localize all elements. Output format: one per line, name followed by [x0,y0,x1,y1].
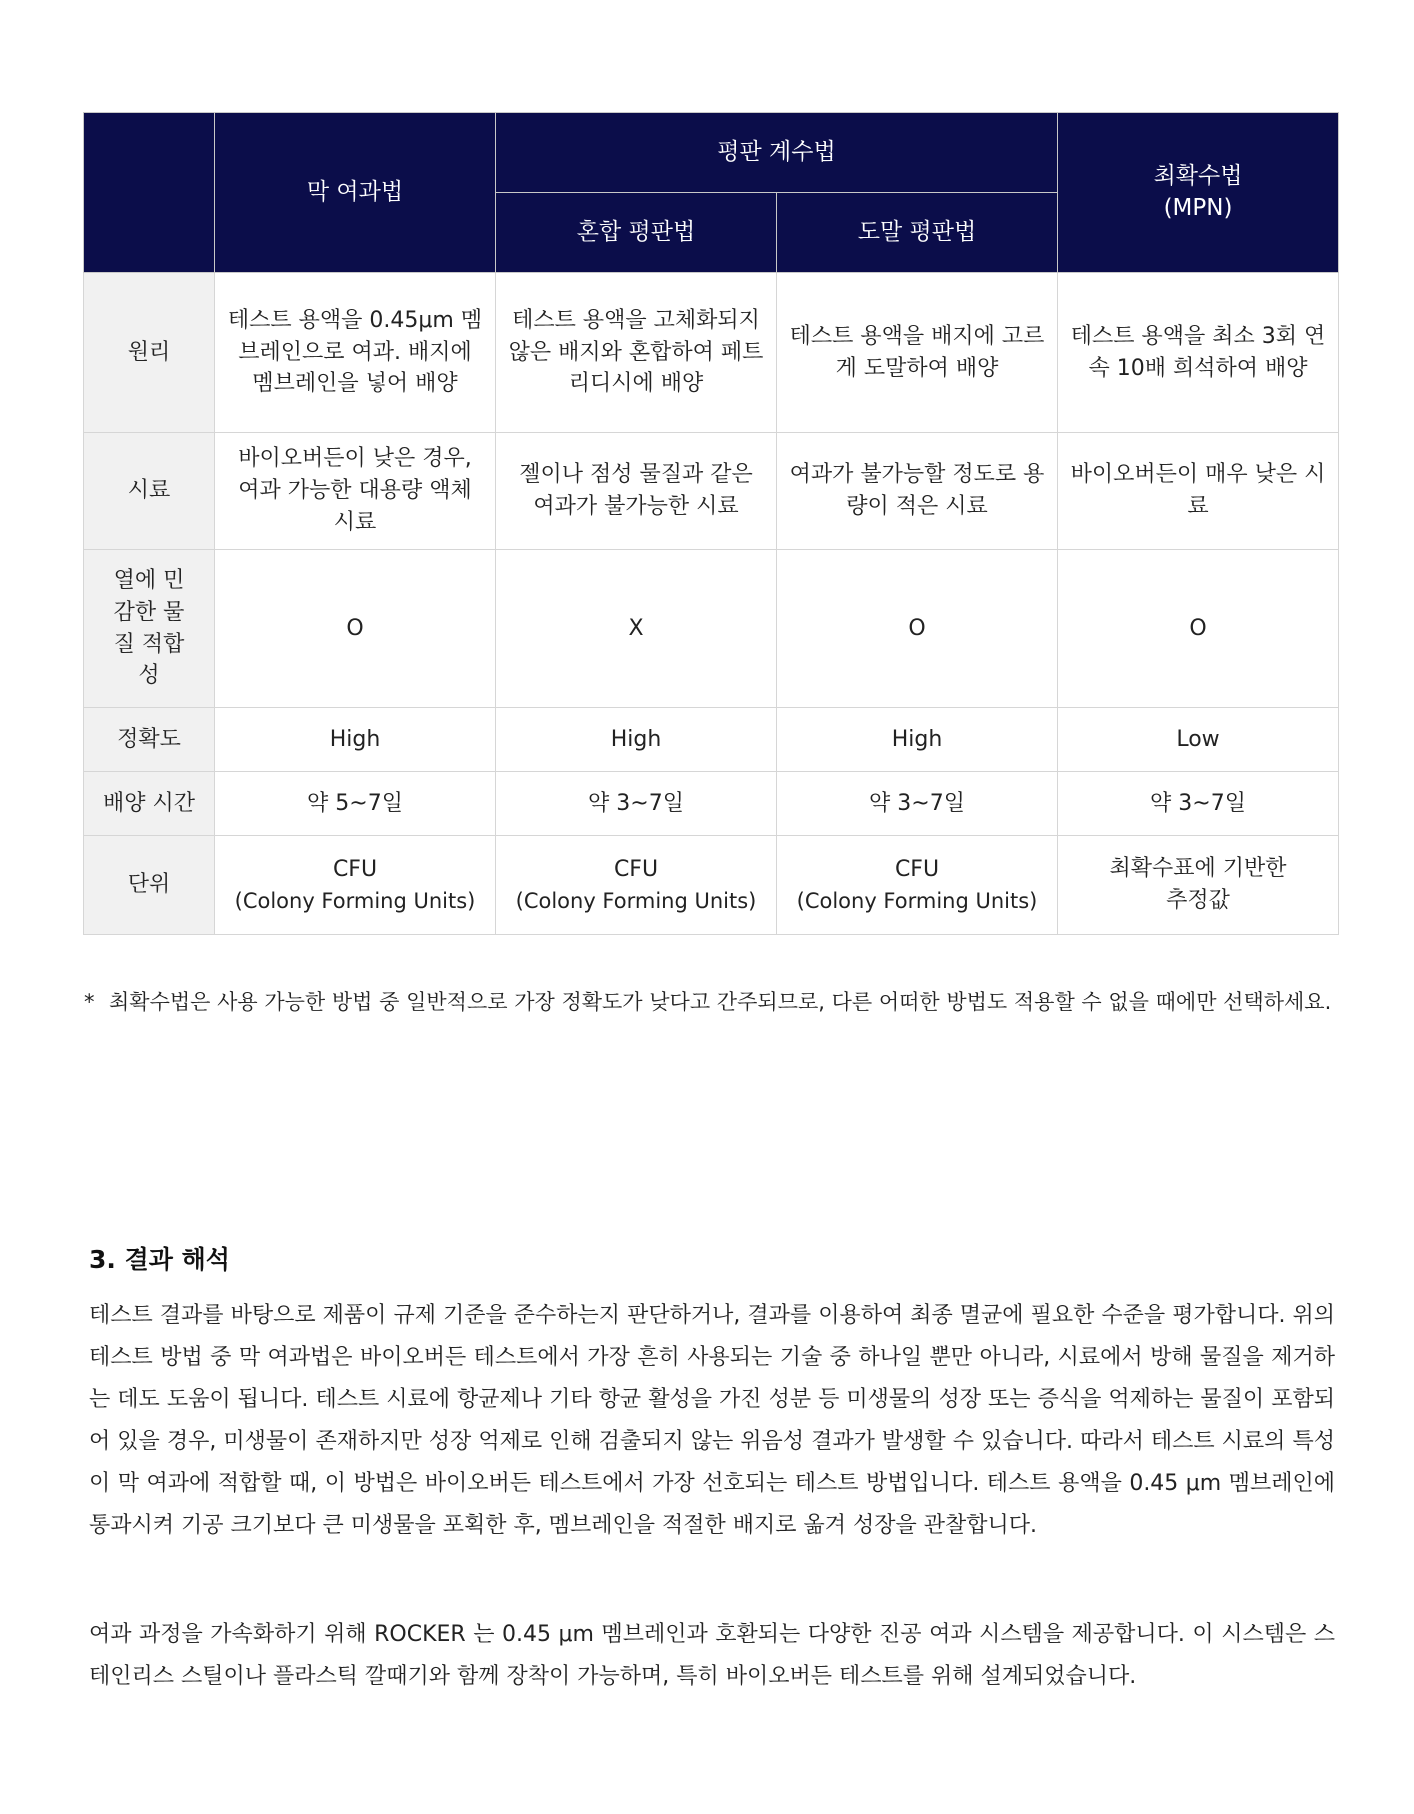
table-cell: 테스트 용액을 고체화되지 않은 배지와 혼합하여 페트리디시에 배양 [496,273,777,433]
table-cell: 테스트 용액을 0.45μm 멤브레인으로 여과. 배지에 멤브레인을 넣어 배양 [215,273,496,433]
table-cell: O [1058,550,1339,708]
section-title: 3. 결과 해석 [89,1245,230,1274]
header-plate-count: 평판 계수법 [496,113,1058,193]
table-cell [777,836,1058,935]
row-label: 정확도 [84,708,215,772]
table-row-accuracy [84,708,1339,772]
row-label: 원리 [84,273,215,433]
comparison-table [83,112,1339,935]
header-mpn-line2: (MPN) [1163,194,1233,221]
table-row-unit [84,836,1339,935]
table-cell: 약 5~7일 [215,772,496,836]
table-cell: Low [1058,708,1339,772]
table-cell: O [215,550,496,708]
unit-cfu-full: (Colony Forming Units) [796,888,1038,913]
footnote-marker: * [84,990,95,1014]
unit-cfu-full: (Colony Forming Units) [234,888,476,913]
table-cell: 약 3~7일 [777,772,1058,836]
unit-cfu: CFU [332,856,378,882]
header-mpn [1058,113,1339,273]
table-cell: 테스트 용액을 최소 3회 연속 10배 희석하여 배양 [1058,273,1339,433]
header-pour-plate: 혼합 평판법 [496,193,777,273]
footnote-text: 최확수법은 사용 가능한 방법 중 일반적으로 가장 정확도가 낮다고 간주되므로, 다른 어떠한 방법도 적용할 수 없을 때에만 선택하세요. [109,990,1332,1014]
unit-mpn-line1: 최확수표에 기반한 [1109,856,1287,882]
unit-mpn-line2: 추정값 [1166,888,1230,913]
table-row-incubation [84,772,1339,836]
table-cell: 약 3~7일 [496,772,777,836]
footnote [84,986,1331,1016]
row-label: 단위 [84,836,215,935]
row-label: 배양 시간 [84,772,215,836]
body-paragraph-1: 테스트 결과를 바탕으로 제품이 규제 기준을 준수하는지 판단하거나, 결과를 이용하여 최종 멸균에 필요한 수준을 평가합니다. 위의 테스트 방법 중 막 여과법은 바이오버든 테스트에서 가장 흔히 사용되는 기술 중 하나일 뿐만 아니라, 시료에서 방해 물질을 제거하는 데도 도움이 됩니다. 테스트 시료에 항균제나 기타 항균 활성을 가진 성분 등 미생물의 성장 또는 증식을 억제하는 물질이 포함되어 있을 경우, 미생물이 존재하지만 성장 억제로 인해 검출되지 않는 위음성 결과가 발생할 수 있습니다. 따라서 테스트 시료의 특성이 막 여과에 적합할 때, 이 방법은 바이오버든 테스트에서 가장 선호되는 테스트 방법입니다. 테스트 용액을 0.45 μm 멤브레인에 통과시켜 기공 크기보다 큰 미생물을 포획한 후, 멤브레인을 적절한 배지로 옮겨 성장을 관찰합니다. [89,1303,1335,1538]
unit-cfu-full: (Colony Forming Units) [515,888,757,913]
unit-cfu: CFU [894,856,940,882]
table-cell: 젤이나 점성 물질과 같은 여과가 불가능한 시료 [496,433,777,550]
header-mpn-line1: 최확수법 [1153,163,1243,190]
table-cell: X [496,550,777,708]
table-cell: 바이오버든이 매우 낮은 시료 [1058,433,1339,550]
header-corner [84,113,215,273]
header-spread-plate: 도말 평판법 [777,193,1058,273]
body-paragraph-2: 여과 과정을 가속화하기 위해 ROCKER 는 0.45 μm 멤브레인과 호환되는 다양한 진공 여과 시스템을 제공합니다. 이 시스템은 스테인리스 스틸이나 플라스틱 깔때기와 함께 장착이 가능하며, 특히 바이오버든 테스트를 위해 설계되었습니다. [89,1622,1335,1689]
row-label: 열에 민감한 물질 적합성 [84,550,215,708]
table-cell: O [777,550,1058,708]
table-cell [215,836,496,935]
table-cell: 여과가 불가능할 정도로 용량이 적은 시료 [777,433,1058,550]
table-cell [1058,836,1339,935]
header-membrane-filtration: 막 여과법 [215,113,496,273]
table-row-sample [84,433,1339,550]
row-label: 시료 [84,433,215,550]
table-cell: 바이오버든이 낮은 경우, 여과 가능한 대용량 액체 시료 [215,433,496,550]
table-row-heat-sensitive [84,550,1339,708]
unit-cfu: CFU [613,856,659,882]
table-cell: 약 3~7일 [1058,772,1339,836]
table-cell: 테스트 용액을 배지에 고르게 도말하여 배양 [777,273,1058,433]
table-cell: High [215,708,496,772]
table-cell: High [777,708,1058,772]
table-cell: High [496,708,777,772]
table-row-principle [84,273,1339,433]
table-cell [496,836,777,935]
